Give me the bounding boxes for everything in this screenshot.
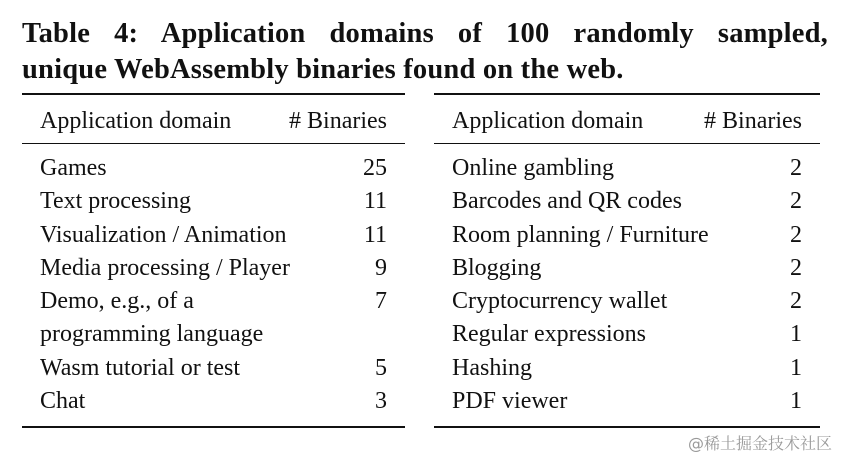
table-row <box>22 285 405 352</box>
count-cell: 2 <box>790 155 802 181</box>
left-table <box>22 93 405 428</box>
table-body <box>22 144 405 426</box>
table-row <box>22 385 405 418</box>
table-row <box>434 318 820 351</box>
count-cell: 5 <box>375 354 387 381</box>
domain-cell: Cryptocurrency wallet <box>452 288 668 315</box>
header-binaries: # Binaries <box>704 108 802 134</box>
count-cell: 3 <box>375 388 387 415</box>
table-row <box>22 152 405 185</box>
domain-cell: Media processing / Player <box>40 254 290 281</box>
domain-cell: PDF viewer <box>452 388 568 415</box>
domain-cell: Text processing <box>40 188 191 215</box>
count-cell: 1 <box>790 388 802 415</box>
table-header <box>22 95 405 144</box>
domain-cell: Demo, e.g., of a programming language <box>40 288 264 348</box>
table-row <box>22 185 405 218</box>
table-row <box>22 352 405 385</box>
count-cell: 11 <box>363 188 387 215</box>
caption-line-2: unique WebAssembly binaries found on the web. <box>22 54 624 85</box>
count-cell: 9 <box>375 254 387 281</box>
table-row <box>22 252 405 285</box>
count-cell: 2 <box>790 221 802 248</box>
table-row <box>434 185 820 218</box>
header-application-domain: Application domain <box>452 108 644 134</box>
count-cell: 7 <box>375 288 387 315</box>
count-cell: 2 <box>790 188 802 215</box>
count-cell: 1 <box>790 354 802 381</box>
table-row <box>22 219 405 252</box>
caption-line-1: Table 4: Application domains of 100 randomly sampled, <box>22 18 828 49</box>
domain-cell: Games <box>40 155 107 181</box>
domain-cell: Regular expressions <box>452 321 646 348</box>
watermark: @稀土掘金技术社区 <box>687 434 832 453</box>
domain-cell: Barcodes and QR codes <box>452 188 682 215</box>
domain-cell: Chat <box>40 388 86 415</box>
table-caption <box>22 16 828 88</box>
count-cell: 1 <box>790 321 802 348</box>
domain-cell: Room planning / Furniture <box>452 221 709 248</box>
table-header <box>434 95 820 144</box>
count-cell: 25 <box>363 155 387 181</box>
right-table <box>434 93 820 428</box>
table-row <box>434 385 820 418</box>
table-row <box>434 152 820 185</box>
domain-cell: Wasm tutorial or test <box>40 354 241 381</box>
table-row <box>434 219 820 252</box>
count-cell: 11 <box>363 221 387 248</box>
domain-cell: Hashing <box>452 354 532 381</box>
table-body <box>434 144 820 426</box>
header-binaries: # Binaries <box>289 108 387 134</box>
header-application-domain: Application domain <box>40 108 232 134</box>
table-row <box>434 252 820 285</box>
domain-cell: Blogging <box>452 254 542 281</box>
domain-cell: Online gambling <box>452 155 614 181</box>
domain-cell: Visualization / Animation <box>40 221 287 248</box>
count-cell: 2 <box>790 288 802 315</box>
table-row <box>434 352 820 385</box>
count-cell: 2 <box>790 254 802 281</box>
table-row <box>434 285 820 318</box>
